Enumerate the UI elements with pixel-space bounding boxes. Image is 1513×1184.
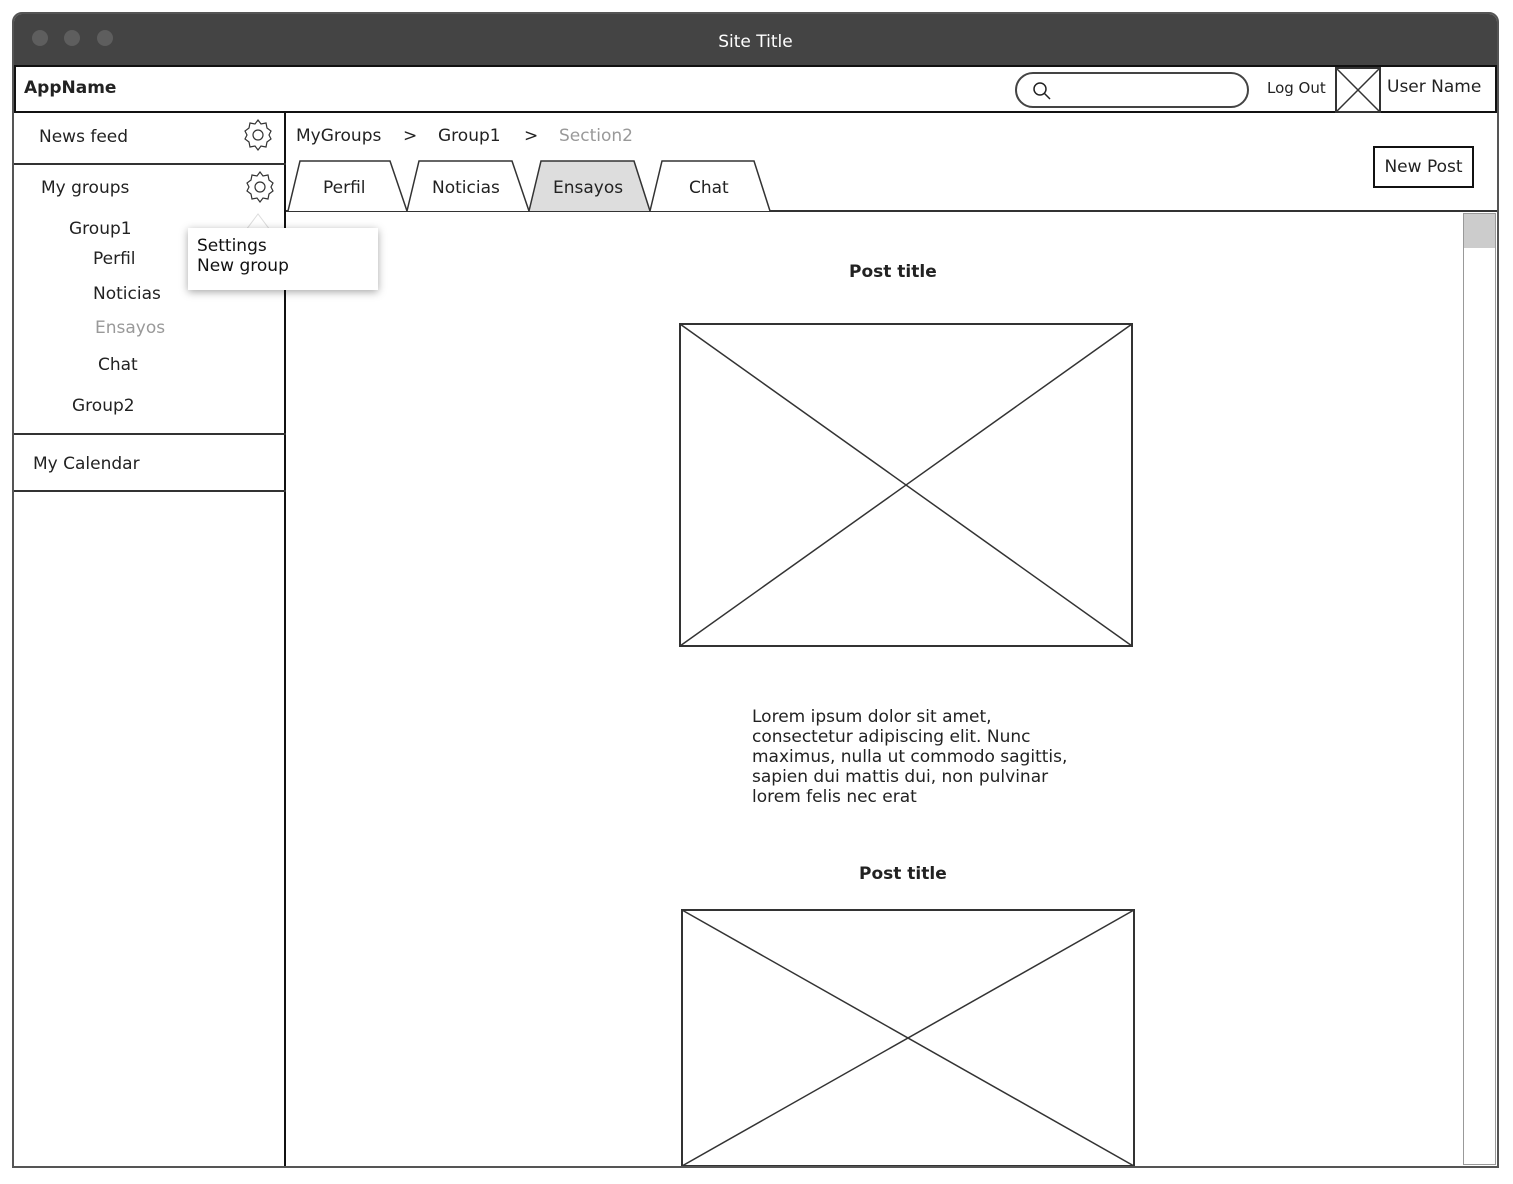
- close-window-button[interactable]: [32, 30, 48, 46]
- post-title: Post title: [849, 262, 937, 282]
- tab-chat[interactable]: Chat: [689, 178, 729, 198]
- sidebar-item-my-groups[interactable]: My groups: [41, 178, 130, 198]
- post-title: Post title: [859, 864, 947, 884]
- breadcrumb-separator: >: [403, 126, 418, 146]
- image-placeholder: [681, 909, 1136, 1167]
- divider: [14, 433, 286, 435]
- tab-noticias[interactable]: Noticias: [432, 178, 500, 198]
- group-settings-popup: [188, 228, 378, 290]
- title-bar: [14, 14, 1497, 66]
- breadcrumb-group1[interactable]: Group1: [438, 126, 501, 146]
- tab-ensayos[interactable]: Ensayos: [553, 178, 624, 198]
- sidebar-item-ensayos[interactable]: Ensayos: [95, 318, 166, 338]
- maximize-window-button[interactable]: [97, 30, 113, 46]
- sidebar-item-news-feed[interactable]: News feed: [39, 127, 129, 147]
- gear-icon[interactable]: [242, 169, 278, 205]
- popup-item-settings[interactable]: Settings: [197, 236, 267, 256]
- search-icon: [1032, 81, 1052, 101]
- search-input[interactable]: [1015, 72, 1249, 108]
- minimize-window-button[interactable]: [64, 30, 80, 46]
- app-name: AppName: [24, 78, 117, 98]
- sidebar-item-chat[interactable]: Chat: [98, 355, 138, 375]
- image-placeholder: [679, 323, 1134, 648]
- sidebar-item-perfil[interactable]: Perfil: [93, 249, 136, 269]
- breadcrumb-current: Section2: [559, 126, 633, 146]
- user-name[interactable]: User Name: [1387, 77, 1482, 97]
- sidebar-item-group2[interactable]: Group2: [72, 396, 135, 416]
- avatar[interactable]: [1335, 67, 1381, 113]
- scrollbar[interactable]: [1463, 213, 1496, 1165]
- logout-link[interactable]: Log Out: [1267, 79, 1326, 97]
- post-body: Lorem ipsum dolor sit amet, consectetur adipiscing elit. Nunc maximus, nulla ut commodo sagittis, sapien dui mattis dui, non pulvinar lorem felis nec erat: [752, 707, 1068, 807]
- tab-perfil[interactable]: Perfil: [323, 178, 366, 198]
- window-title: Site Title: [718, 32, 793, 52]
- browser-window: [12, 12, 1499, 1168]
- gear-icon[interactable]: [240, 117, 276, 153]
- divider: [14, 490, 286, 492]
- sidebar-item-group1[interactable]: Group1: [69, 219, 132, 239]
- breadcrumb-separator: >: [524, 126, 539, 146]
- scrollbar-thumb[interactable]: [1464, 214, 1495, 248]
- divider: [14, 163, 286, 165]
- sidebar-item-noticias[interactable]: Noticias: [93, 284, 161, 304]
- popup-item-new-group[interactable]: New group: [197, 256, 289, 276]
- app-header: [14, 65, 1497, 113]
- new-post-button[interactable]: New Post: [1373, 146, 1474, 188]
- breadcrumb-mygroups[interactable]: MyGroups: [296, 126, 382, 146]
- sidebar-item-my-calendar[interactable]: My Calendar: [33, 454, 140, 474]
- content-header: [286, 111, 1499, 212]
